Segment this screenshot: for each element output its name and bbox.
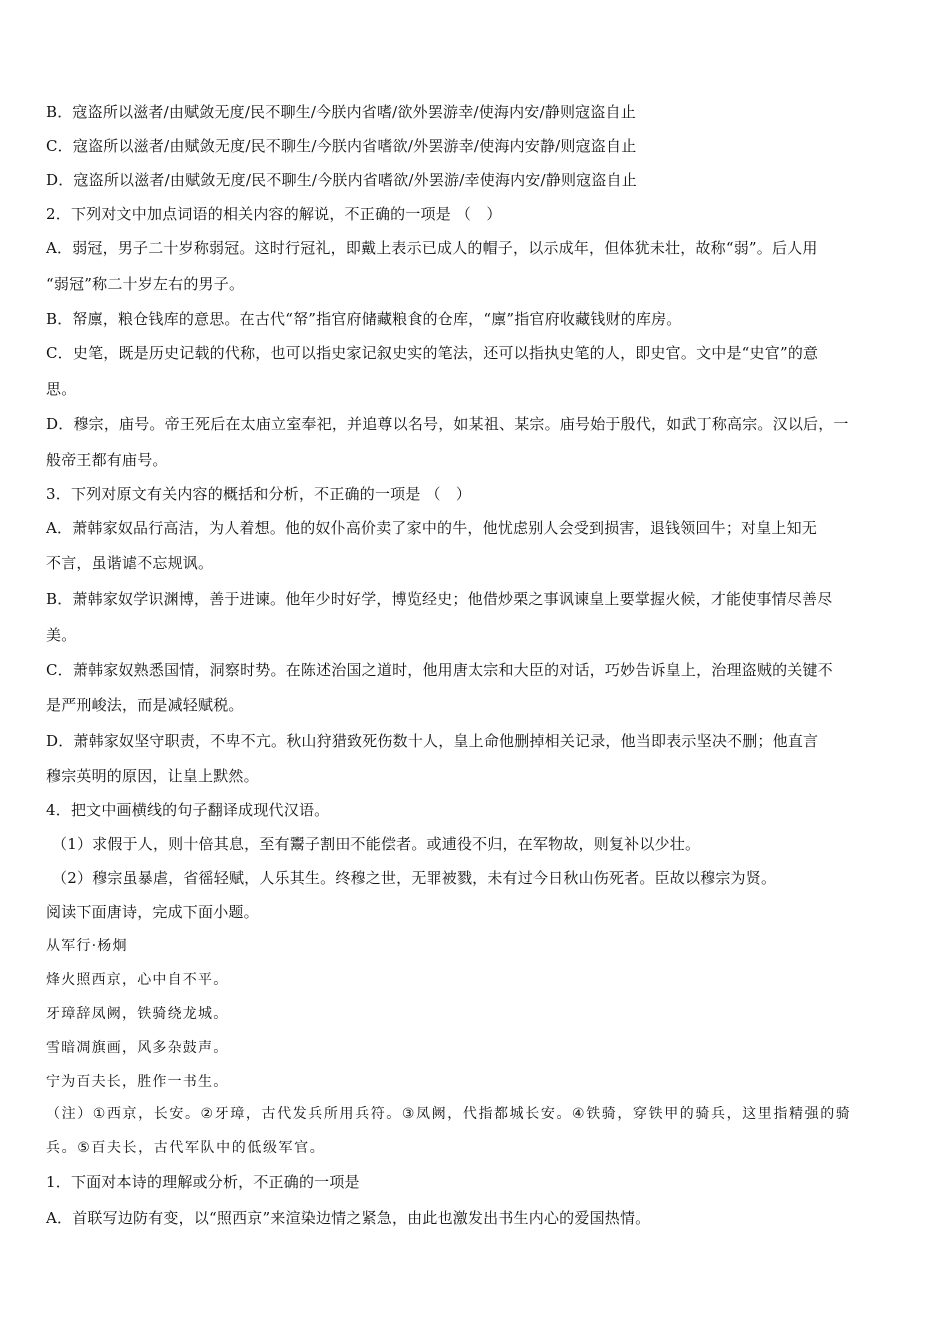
option-b-punctuation: B．寇盗所以滋者/由赋敛无度/民不聊生/今朕内省嗜/欲外罢游幸/使海内安/静则寇盗自止 bbox=[46, 103, 636, 121]
question-2-option-a-cont: “弱冠”称二十岁左右的男子。 bbox=[46, 275, 245, 293]
question-2-option-d: D．穆宗，庙号。帝王死后在太庙立室奉祀，并追尊以名号，如某祖、某宗。庙号始于殷代，如武丁称高宗。汉以后，一 bbox=[46, 415, 849, 433]
question-3-option-d: D．萧韩家奴坚守职责，不卑不亢。秋山狩猎致死伤数十人，皇上命他删掉相关记录，他当即表示坚决不删；他直言 bbox=[46, 732, 819, 750]
option-d-punctuation: D．寇盗所以滋者/由赋敛无度/民不聊生/今朕内省嗜欲/外罢游/幸使海内安/静则寇盗自止 bbox=[46, 171, 637, 189]
question-4-stem: 4．把文中画横线的句子翻译成现代汉语。 bbox=[46, 801, 330, 819]
question-2-option-c-cont: 思。 bbox=[46, 380, 77, 398]
poem-notes: （注）①西京，长安。②牙璋，古代发兵所用兵符。③凤阙，代指都城长安。④铁骑，穿铁甲的骑兵，这里指精强的骑 bbox=[46, 1106, 852, 1122]
poem-line-1: 烽火照西京，心中自不平。 bbox=[46, 972, 229, 988]
poem-title: 从军行·杨炯 bbox=[46, 938, 128, 954]
poem-line-4: 宁为百夫长，胜作一书生。 bbox=[46, 1074, 229, 1090]
poem-question-1-stem: 1．下面对本诗的理解或分析，不正确的一项是 bbox=[46, 1173, 360, 1191]
poem-notes-cont: 兵。⑤百夫长，古代军队中的低级军官。 bbox=[46, 1140, 326, 1156]
question-3-option-a: A．萧韩家奴品行高洁，为人着想。他的奴仆高价卖了家中的牛，他忧虑别人会受到损害，退钱领回牛；对皇上知无 bbox=[46, 519, 818, 537]
section-instruction: 阅读下面唐诗，完成下面小题。 bbox=[46, 903, 259, 921]
question-2-option-a: A．弱冠，男子二十岁称弱冠。这时行冠礼，即戴上表示已成人的帽子，以示成年，但体犹未壮，故称“弱”。后人用 bbox=[46, 239, 818, 257]
question-3-option-b: B．萧韩家奴学识渊博，善于进谏。他年少时好学，博览经史；他借炒栗之事讽谏皇上要掌握火候，才能使事情尽善尽 bbox=[46, 590, 833, 608]
question-3-option-a-cont: 不言，虽谐谑不忘规讽。 bbox=[46, 554, 214, 572]
question-4-item-2: （2）穆宗虽暴虐，省徭轻赋，人乐其生。终穆之世，无罪被戮，未有过今日秋山伤死者。臣故以穆宗为贤。 bbox=[52, 869, 777, 887]
poem-line-3: 雪暗凋旗画，风多杂鼓声。 bbox=[46, 1040, 229, 1056]
question-3-stem: 3．下列对原文有关内容的概括和分析，不正确的一项是 （ ） bbox=[46, 485, 472, 503]
poem-line-2: 牙璋辞凤阙，铁骑绕龙城。 bbox=[46, 1006, 229, 1022]
question-2-stem: 2．下列对文中加点词语的相关内容的解说，不正确的一项是 （ ） bbox=[46, 205, 502, 223]
question-3-option-c-cont: 是严刑峻法，而是减轻赋税。 bbox=[46, 696, 244, 714]
question-2-option-b: B．帑廪，粮仓钱库的意思。在古代“帑”指官府储藏粮食的仓库，“廪”指官府收藏钱财的库房。 bbox=[46, 310, 682, 328]
question-4-item-1: （1）求假于人，则十倍其息，至有鬻子割田不能偿者。或逋役不归，在军物故，则复补以少壮。 bbox=[52, 835, 701, 853]
option-c-punctuation: C．寇盗所以滋者/由赋敛无度/民不聊生/今朕内省嗜欲/外罢游幸/使海内安静/则寇盗自止 bbox=[46, 137, 637, 155]
poem-question-1-option-a: A．首联写边防有变，以“照西京”来渲染边情之紧急，由此也激发出书生内心的爱国热情。 bbox=[46, 1209, 651, 1227]
question-2-option-c: C．史笔，既是历史记载的代称，也可以指史家记叙史实的笔法，还可以指执史笔的人，即史官。文中是“史官”的意 bbox=[46, 344, 819, 362]
question-3-option-c: C．萧韩家奴熟悉国情，洞察时势。在陈述治国之道时，他用唐太宗和大臣的对话，巧妙告诉皇上，治理盗贼的关键不 bbox=[46, 661, 833, 679]
question-3-option-b-cont: 美。 bbox=[46, 626, 77, 644]
question-3-option-d-cont: 穆宗英明的原因，让皇上默然。 bbox=[46, 767, 259, 785]
question-2-option-d-cont: 般帝王都有庙号。 bbox=[46, 451, 168, 469]
